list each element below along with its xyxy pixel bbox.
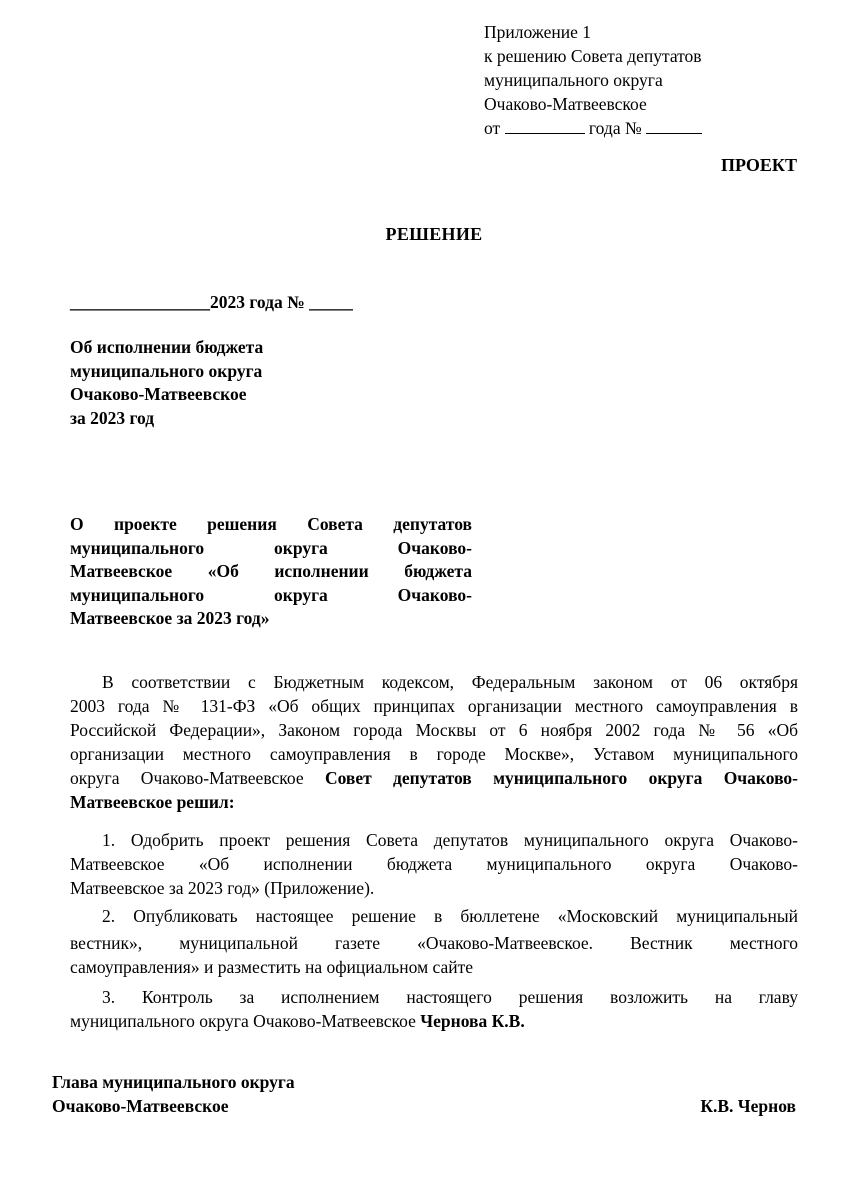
item-1-line-1: 1. Одобрить проект решения Совета депутатов муниципального округа Очаково- xyxy=(102,830,798,850)
project-title-line-1: О проекте решения Совета депутатов xyxy=(70,514,472,534)
date-blank: ________________ xyxy=(70,292,210,312)
preamble-line-2: 2003 года № 131-ФЗ «Об общих принципах организации местного самоуправления в xyxy=(70,696,798,716)
preamble-line-1: В соответствии с Бюджетным кодексом, Федеральным законом от 06 октября xyxy=(102,672,798,692)
appendix-date-prefix: от xyxy=(484,118,501,138)
subject-line-2: муниципального округа xyxy=(70,360,263,381)
appendix-line-4: Очаково-Матвеевское xyxy=(484,94,647,114)
preamble-line-5-normal: округа Очаково-Матвеевское xyxy=(70,768,325,788)
draft-label: ПРОЕКТ xyxy=(721,155,797,175)
decision-subject xyxy=(70,336,263,430)
preamble-line-6: Матвеевское решил: xyxy=(70,792,235,812)
appendix-line-1: Приложение 1 xyxy=(484,22,592,42)
item-3-line-2-bold: Чернова К.В. xyxy=(420,1011,525,1031)
decision-date-line xyxy=(70,292,353,313)
item-3-line-1: 3. Контроль за исполнением настоящего решения возложить на главу xyxy=(102,987,798,1007)
document-title: РЕШЕНИЕ xyxy=(385,224,483,244)
signature-block xyxy=(52,1070,796,1118)
preamble-line-4: организации местного самоуправления в городе Москве», Уставом муниципального xyxy=(70,744,798,764)
appendix-line-2: к решению Совета депутатов xyxy=(484,46,702,66)
preamble-line-5-bold: Совет депутатов муниципального округа Очаково- xyxy=(324,768,799,788)
appendix-header xyxy=(484,20,702,140)
decision-items xyxy=(70,828,798,1033)
appendix-date-middle: года № xyxy=(588,118,642,138)
appendix-line-3: муниципального округа xyxy=(484,70,663,90)
project-title-line-5: Матвеевское за 2023 год» xyxy=(70,608,270,628)
item-1-line-2: Матвеевское «Об исполнении бюджета муниципального округа Очаково- xyxy=(70,854,798,874)
project-title xyxy=(70,513,472,631)
preamble-line-5 xyxy=(70,766,798,790)
date-text: 2023 года № xyxy=(210,292,305,312)
item-3 xyxy=(70,985,798,1033)
item-2-line-1: 2. Опубликовать настоящее решение в бюллетене «Московский муниципальный xyxy=(102,906,798,926)
subject-line-1: Об исполнении бюджета xyxy=(70,337,264,357)
project-title-line-2: муниципального округа Очаково- xyxy=(70,537,472,558)
item-1 xyxy=(70,828,798,900)
item-3-line-2 xyxy=(70,1009,798,1033)
project-title-line-4: муниципального округа Очаково- xyxy=(70,584,472,605)
appendix-date-blank xyxy=(505,117,585,134)
appendix-number-blank xyxy=(646,117,702,134)
item-3-line-2-normal: муниципального округа Очаково-Матвеевское xyxy=(70,1011,421,1031)
signature-name: К.В. Чернов xyxy=(700,1096,796,1116)
appendix-date-line xyxy=(484,116,702,140)
item-2-line-2: вестник», муниципальной газете «Очаково-Матвеевское. Вестник местного xyxy=(70,933,798,953)
subject-line-3: Очаково-Матвеевское xyxy=(70,384,247,404)
item-2-line-3: самоуправления» и разместить на официальном сайте xyxy=(70,957,474,977)
item-1-line-3: Матвеевское за 2023 год» (Приложение). xyxy=(70,878,375,898)
preamble-paragraph xyxy=(70,670,798,814)
preamble-line-3: Российской Федерации», Законом города Москвы от 6 ноября 2002 года № 56 «Об xyxy=(70,720,798,740)
item-2 xyxy=(70,904,798,979)
subject-line-4: за 2023 год xyxy=(70,407,155,428)
signature-position-line-2: Очаково-Матвеевское xyxy=(52,1096,229,1116)
number-blank: _____ xyxy=(309,292,353,312)
project-title-line-3: Матвеевское «Об исполнении бюджета xyxy=(70,561,472,581)
signature-position-line-1: Глава муниципального округа xyxy=(52,1072,295,1092)
